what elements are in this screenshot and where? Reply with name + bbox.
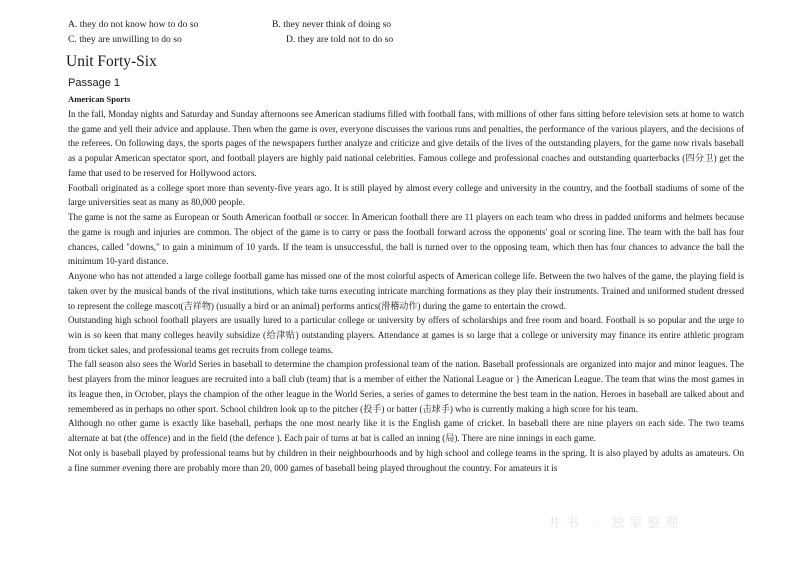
watermark: 井书 · 独家整理 <box>548 516 684 531</box>
paragraph: The fall season also sees the World Series in baseball to determine the champion professional team of the nation. Baseball professionals are organized into major and minor leagues. The best players from the minor leagues are recruited into a ball club (team) that is a member of either the National League or } the American League. The team that wins the most games in its league then, in October, plays the champion of the other league in the World Series, a series of games to determine the best team in the nation. Heroes in baseball are talked about and remembered as in perhaps no other sport. School children look up to the pitcher (投手) or batter (击球手) who is currently making a high score for his team. <box>68 359 744 414</box>
passage-heading: American Sports <box>68 94 131 104</box>
option-b: B. they never think of doing so <box>272 19 392 30</box>
paragraph: Outstanding high school football players are usually lured to a particular college or university by offers of scholarships and free room and board. Football is so popular and the urge to win is so keen that many colleges heavily subsidize (给津贴) outstanding players. Attendance at games is so large that a college or university may finance its entire athletic program from ticket sales, and professional teams get recruits from college teams. <box>68 315 744 355</box>
paragraph: Football originated as a college sport more than seventy-five years ago. It is still played by almost every college and university in the country, and the football stadiums of some of the large universities seat as many as 80,000 people. <box>68 182 744 208</box>
paragraph: Anyone who has not attended a large college football game has missed one of the most colorful aspects of American college life. Between the two halves of the game, the playing field is taken over by the musical bands of the rival institutions, which take turns executing intricate marching formations as they play their instruments. Trained and uniformed student dressed to represent the college mascot(吉祥物) (usually a bird or an animal) performs antics(滑稽动作) during the game to entertain the crowd. <box>68 271 744 311</box>
paragraph: Although no other game is exactly like baseball, perhaps the one most nearly like it is the English game of cricket. In baseball there are nine players on each side. The two teams alternate at bat (the offence) and in the field (the defence ). Each pair of turns at bat is called an inning (局). There are nine innings in each game. <box>68 418 744 444</box>
paragraph: In the fall, Monday nights and Saturday and Sunday afternoons see American stadiums filled with football fans, with millions of other fans sitting before television sets at home to watch the game and yell their advice and applause. Then when the game is over, everyone discusses the various runs and penalties, the performance of the various players, and the decisions of the referees. On following days, the sports pages of the newspapers further analyze and criticize and give details of the lives of the outstanding players, for the game now rivals baseball as a popular American spectator sport, and football players are highly paid national celebrities. Famous college and professional coaches and outstanding quarterbacks (四分卫) get the fame that used to be reserved for Hollywood actors. <box>68 109 744 178</box>
option-a: A. they do not know how to do so <box>68 19 199 30</box>
passage-body <box>68 107 744 475</box>
paragraph: The game is not the same as European or South American football or soccer. In American football there are 11 players on each team who dress in padded uniforms and helmets because the game is rough and injuries are common. The object of the game is to carry or pass the football forward across the opponents' goal or scoring line. The team with the ball has four chances, called "downs," to gain a minimum of 10 yards. If the team is unsuccessful, the ball is turned over to the opposing team, which then has four chances to advance the ball the minimum 10-yard distance. <box>68 212 744 267</box>
passage-label: Passage 1 <box>68 77 120 89</box>
option-c: C. they are unwilling to do so <box>68 34 182 45</box>
unit-title: Unit Forty-Six <box>66 53 157 70</box>
option-d: D. they are told not to do so <box>286 34 394 45</box>
paragraph: Not only is baseball played by professional teams but by children in their neighbourhoods and by high school and college teams in the spring. It is also played by adults as amateurs. On a fine summer evening there are probably more than 20, 000 games of baseball being played throughout the country. For amateurs it is <box>68 447 744 473</box>
